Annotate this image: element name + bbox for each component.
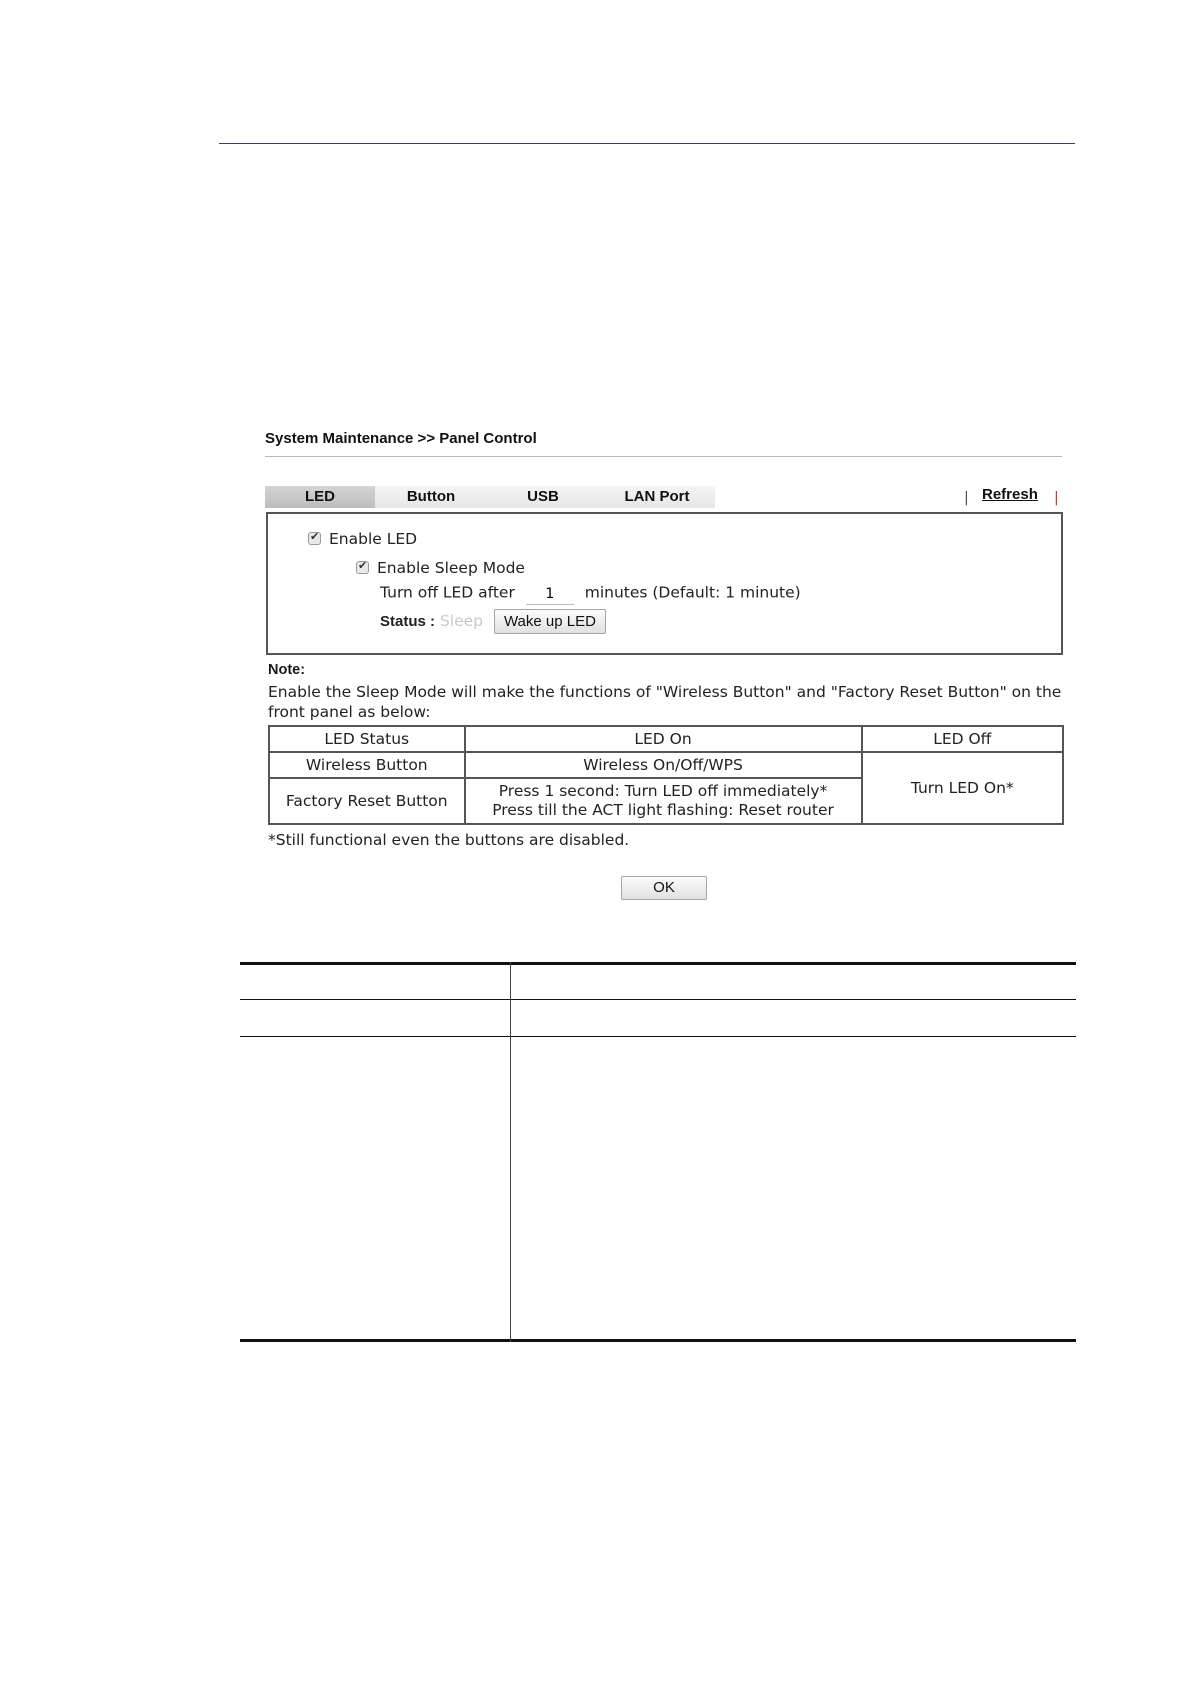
table-row <box>269 752 1063 778</box>
row-label: Factory Reset Button <box>269 778 465 824</box>
enable-led-checkbox[interactable] <box>308 532 321 545</box>
led-off-cell: Turn LED On* <box>862 752 1063 824</box>
ok-button[interactable]: OK <box>621 876 707 900</box>
table-top-border <box>240 962 1076 965</box>
led-on-cell: Wireless On/Off/WPS <box>465 752 862 778</box>
page-header-rule <box>219 143 1075 144</box>
table-row-divider <box>240 999 1076 1000</box>
turn-off-suffix: minutes (Default: 1 minute) <box>584 583 801 602</box>
turn-off-prefix: Turn off LED after <box>380 583 515 602</box>
enable-led-label: Enable LED <box>329 530 418 548</box>
footnote: *Still functional even the buttons are disabled. <box>268 831 630 849</box>
tab-usb[interactable]: USB <box>487 486 599 508</box>
note-text: Enable the Sleep Mode will make the functions of "Wireless Button" and "Factory Reset Button" on the front panel as below: <box>268 683 1062 721</box>
enable-led-row <box>308 530 417 548</box>
refresh-separator-right: | <box>1054 490 1059 506</box>
note-title: Note: <box>268 662 306 678</box>
refresh-separator-left: | <box>964 490 969 506</box>
table-row-divider <box>240 1036 1076 1037</box>
led-on-line: Press till the ACT light flashing: Reset router <box>492 801 834 819</box>
led-on-cell <box>465 778 862 824</box>
refresh-link[interactable]: Refresh <box>982 486 1038 503</box>
breadcrumb: System Maintenance >> Panel Control <box>265 430 537 447</box>
wake-up-led-button[interactable]: Wake up LED <box>494 609 606 634</box>
tab-lan-port[interactable]: LAN Port <box>599 486 715 508</box>
table-bottom-border <box>240 1339 1076 1342</box>
table-header: LED Off <box>862 726 1063 752</box>
table-header: LED On <box>465 726 862 752</box>
description-table <box>240 962 1076 1342</box>
status-row <box>380 609 606 634</box>
sleep-mode-row <box>356 559 525 577</box>
tab-button[interactable]: Button <box>375 486 487 508</box>
button-function-table <box>268 725 1064 825</box>
led-settings-panel <box>266 512 1063 655</box>
sleep-mode-label: Enable Sleep Mode <box>377 559 525 577</box>
panel-control-screenshot <box>245 418 1067 916</box>
status-value: Sleep <box>439 612 484 630</box>
row-label: Wireless Button <box>269 752 465 778</box>
table-header-row <box>269 726 1063 752</box>
sleep-mode-checkbox[interactable] <box>356 561 369 574</box>
table-header: LED Status <box>269 726 465 752</box>
table-column-divider <box>510 962 511 1342</box>
turn-off-row <box>380 583 801 605</box>
breadcrumb-divider <box>265 456 1062 457</box>
tab-led[interactable]: LED <box>265 486 375 508</box>
turn-off-minutes-input[interactable] <box>526 583 574 605</box>
status-label: Status : <box>380 613 436 630</box>
led-on-line: Press 1 second: Turn LED off immediately* <box>498 782 828 800</box>
